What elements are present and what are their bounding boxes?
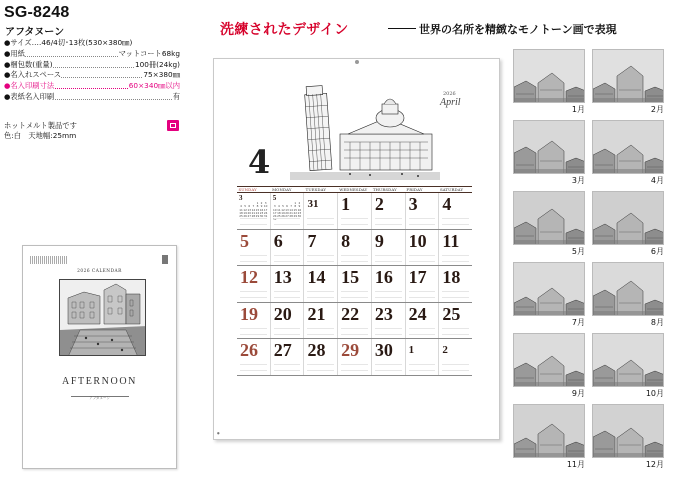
mini-calendar-day: 31 bbox=[263, 214, 268, 219]
day-cell bbox=[406, 303, 440, 339]
headline-dash bbox=[388, 28, 416, 29]
mini-calendar-day: 8 bbox=[256, 204, 259, 209]
spec-label: ●サイズ‥‥46/4切･13枚(530×380㎜) bbox=[4, 38, 133, 47]
day-number: 2 bbox=[374, 194, 384, 214]
day-cell bbox=[237, 266, 271, 302]
month-thumbnail bbox=[513, 120, 585, 174]
weekday-friday: FRIDAY bbox=[406, 187, 423, 192]
mini-calendar-day: 7 bbox=[290, 204, 293, 209]
day-cell bbox=[237, 230, 271, 266]
day-number: 1 bbox=[408, 344, 415, 357]
mini-calendar-day: 6 bbox=[248, 204, 251, 209]
mini-calendar-day: 27 bbox=[285, 214, 289, 219]
mini-calendar-day: 8 bbox=[294, 204, 297, 209]
day-number: 20 bbox=[273, 303, 292, 324]
publisher-logo bbox=[30, 256, 68, 264]
day-cell bbox=[271, 230, 305, 266]
month-thumbnail bbox=[513, 191, 585, 245]
month-thumbnail bbox=[592, 49, 664, 103]
day-cell bbox=[271, 339, 305, 375]
day-number: 21 bbox=[307, 303, 326, 324]
spec-label: ●表紙名入印刷 bbox=[4, 91, 55, 101]
day-cell bbox=[338, 303, 372, 339]
name-print-icon bbox=[167, 120, 179, 131]
month-thumbnail bbox=[513, 49, 585, 103]
mini-calendar-day: 13 bbox=[247, 207, 252, 212]
day-number: 14 bbox=[307, 267, 326, 288]
month-thumbnail bbox=[592, 191, 664, 245]
day-cell bbox=[271, 266, 305, 302]
weekday-thursday: THURSDAY bbox=[372, 187, 397, 192]
day-cell bbox=[372, 193, 406, 229]
spec-value: 有 bbox=[172, 91, 180, 101]
mini-calendar-day: 20 bbox=[247, 210, 252, 215]
day-number: 19 bbox=[240, 303, 258, 324]
mini-calendar-day: 7 bbox=[252, 204, 255, 209]
day-number: 12 bbox=[240, 267, 258, 288]
mini-calendar-day: 26 bbox=[243, 214, 247, 219]
day-number: 18 bbox=[442, 267, 461, 288]
mini-calendar-day: 18 bbox=[277, 210, 281, 215]
mini-calendar-day: 3 bbox=[264, 201, 267, 205]
mini-calendar-day: 26 bbox=[281, 214, 285, 219]
mini-calendar-day: 22 bbox=[293, 210, 298, 215]
month-thumbnail bbox=[592, 333, 664, 387]
mini-calendar-day: 31 bbox=[272, 217, 277, 222]
day-cell bbox=[372, 303, 406, 339]
mini-calendar-title: 5 bbox=[272, 194, 277, 202]
day-cell bbox=[237, 193, 271, 229]
day-cell bbox=[372, 339, 406, 375]
month-thumbnail bbox=[592, 262, 664, 316]
day-cell bbox=[439, 339, 472, 375]
spec-value: 75×380㎜ bbox=[143, 70, 180, 80]
day-cell bbox=[406, 266, 440, 302]
mini-calendar-prev bbox=[239, 195, 268, 218]
mini-calendar-day: 5 bbox=[244, 204, 247, 209]
mini-calendar-day: 3 bbox=[273, 204, 276, 209]
cover-title: AFTERNOON bbox=[62, 376, 137, 387]
day-number: 2 bbox=[442, 344, 448, 357]
day-cell bbox=[406, 230, 440, 266]
spec-name-space bbox=[4, 70, 180, 81]
thumbnail-month-label: 4月 bbox=[650, 176, 664, 185]
mini-calendar-day: 25 bbox=[277, 214, 281, 219]
product-notes bbox=[4, 121, 77, 141]
day-cell bbox=[338, 339, 372, 375]
mini-calendar-day: 4 bbox=[277, 204, 280, 209]
mini-calendar-day: 24 bbox=[272, 214, 277, 219]
day-number: 28 bbox=[307, 340, 326, 361]
thumbnail-month-label: 9月 bbox=[571, 389, 585, 398]
month-thumbnail bbox=[592, 404, 664, 458]
calendar-week bbox=[237, 339, 472, 376]
mini-calendar-day: 15 bbox=[293, 207, 298, 212]
mini-calendar-day: 10 bbox=[272, 207, 277, 212]
spec-label: ●名入れスペース bbox=[4, 70, 62, 80]
mini-calendar-day: 1 bbox=[256, 201, 259, 205]
mini-calendar-day: 19 bbox=[243, 210, 247, 215]
mini-calendar-title: 3 bbox=[239, 194, 243, 202]
day-number: 5 bbox=[240, 230, 249, 251]
calendar-week bbox=[237, 193, 472, 230]
day-number: 6 bbox=[273, 230, 283, 251]
day-cell bbox=[439, 230, 472, 266]
mini-calendar-day: 12 bbox=[281, 207, 285, 212]
day-cell bbox=[304, 303, 338, 339]
product-name: アフタヌーン bbox=[5, 27, 65, 38]
mini-calendar-day: 17 bbox=[263, 207, 268, 212]
mini-calendar-day: 30 bbox=[259, 214, 264, 219]
spec-packing bbox=[4, 60, 180, 71]
calendar-week bbox=[237, 266, 472, 303]
publisher-mark bbox=[162, 255, 168, 264]
day-number: 31 bbox=[307, 198, 319, 210]
month-thumbnail bbox=[513, 404, 585, 458]
thumbnail-month-label: 3月 bbox=[571, 176, 585, 185]
spec-value: マットコート68kg bbox=[118, 48, 180, 58]
mini-calendar-day: 9 bbox=[260, 204, 263, 209]
day-number: 4 bbox=[442, 194, 452, 214]
spec-paper bbox=[4, 49, 180, 60]
mini-calendar-day: 27 bbox=[247, 214, 252, 219]
mini-calendar-day: 11 bbox=[277, 207, 281, 212]
mini-calendar-day: 21 bbox=[289, 210, 293, 215]
day-number: 3 bbox=[408, 194, 418, 214]
mini-calendar-day: 15 bbox=[255, 207, 260, 212]
thumbnail-month-label: 10月 bbox=[645, 389, 664, 398]
month-thumbnail bbox=[592, 120, 664, 174]
mini-calendar-day: 30 bbox=[297, 214, 302, 219]
cover-subtitle: アフタヌーン bbox=[89, 396, 110, 400]
spec-value: 60×340㎜以内 bbox=[128, 81, 180, 91]
day-cell bbox=[237, 303, 271, 339]
spec-label: ●名入印刷寸法 bbox=[4, 81, 55, 91]
page-index: ● bbox=[217, 431, 220, 435]
day-number: 17 bbox=[408, 267, 427, 288]
day-number: 30 bbox=[374, 340, 393, 361]
mini-calendar-day: 16 bbox=[259, 207, 264, 212]
day-cell bbox=[338, 266, 372, 302]
spec-value: 100冊(24kg) bbox=[134, 59, 180, 69]
spec-size bbox=[4, 38, 180, 49]
month-name: April bbox=[440, 97, 461, 108]
day-number: 24 bbox=[408, 303, 427, 324]
landmark-illustration bbox=[290, 82, 440, 180]
day-number: 10 bbox=[408, 230, 427, 251]
mini-calendar-day: 5 bbox=[282, 204, 284, 209]
thumbnail-month-label: 2月 bbox=[650, 105, 664, 114]
thumbnail-month-label: 11月 bbox=[566, 460, 585, 469]
mini-calendar-day: 19 bbox=[281, 210, 285, 215]
note-line: 色:白 天地幅:25mm bbox=[4, 131, 77, 140]
calendar-year: 2026 bbox=[443, 91, 456, 97]
mini-calendar-day: 2 bbox=[298, 201, 301, 205]
day-cell bbox=[338, 193, 372, 229]
calendar-grid bbox=[237, 186, 472, 376]
calendar-week bbox=[237, 230, 472, 267]
day-number: 16 bbox=[374, 267, 393, 288]
day-number: 7 bbox=[307, 230, 317, 251]
spec-label: ●用紙 bbox=[4, 48, 25, 58]
mini-calendar-day: 9 bbox=[298, 204, 301, 209]
weekday-wednesday: WEDNESDAY bbox=[339, 187, 368, 192]
day-cell bbox=[304, 193, 338, 229]
headline-main: 洗練されたデザイン bbox=[220, 22, 349, 38]
mini-calendar-day: 14 bbox=[289, 207, 293, 212]
mini-calendar-day: 13 bbox=[285, 207, 289, 212]
mini-calendar-day: 25 bbox=[239, 214, 243, 219]
mini-calendar-day: 14 bbox=[251, 207, 256, 212]
day-number: 8 bbox=[341, 230, 351, 251]
day-cell bbox=[439, 193, 472, 229]
mini-calendar-day: 28 bbox=[251, 214, 256, 219]
mini-calendar-day: 22 bbox=[255, 210, 260, 215]
mini-calendar-day: 23 bbox=[297, 210, 302, 215]
spec-print-size bbox=[4, 81, 180, 92]
weekday-sunday: SUNDAY bbox=[238, 187, 257, 192]
day-number: 15 bbox=[341, 267, 360, 288]
weekday-saturday: SATURDAY bbox=[439, 187, 464, 192]
mini-calendar-day: 11 bbox=[239, 207, 243, 212]
note-line: ホットメルト製品です bbox=[4, 121, 77, 130]
calendar-cover bbox=[22, 245, 177, 469]
mini-calendar-day: 10 bbox=[263, 204, 268, 209]
day-number: 29 bbox=[341, 340, 360, 361]
weekday-header bbox=[237, 186, 472, 193]
thumbnail-month-label: 6月 bbox=[650, 247, 664, 256]
day-cell bbox=[304, 339, 338, 375]
month-thumbnail bbox=[513, 333, 585, 387]
hanger-hole bbox=[355, 60, 359, 64]
mini-calendar-day: 29 bbox=[293, 214, 298, 219]
mini-calendar-day: 4 bbox=[240, 204, 242, 209]
mini-calendar-day: 17 bbox=[272, 210, 277, 215]
mini-calendar-day: 20 bbox=[285, 210, 289, 215]
mini-calendar-day: 24 bbox=[263, 210, 268, 215]
headline-sub: 世界の名所を精緻なモノトーン画で表現 bbox=[419, 23, 617, 36]
thumbnail-month-label: 5月 bbox=[571, 247, 585, 256]
day-cell bbox=[271, 303, 305, 339]
day-number: 26 bbox=[240, 340, 258, 361]
mini-calendar-day: 18 bbox=[239, 210, 243, 215]
mini-calendar-day: 1 bbox=[294, 201, 297, 205]
weekday-tuesday: TUESDAY bbox=[305, 187, 327, 192]
day-cell bbox=[372, 230, 406, 266]
month-number: 4 bbox=[248, 143, 271, 181]
thumbnail-month-label: 1月 bbox=[571, 105, 585, 114]
calendar-week bbox=[237, 303, 472, 340]
month-thumbnail bbox=[513, 262, 585, 316]
day-cell bbox=[406, 193, 440, 229]
day-cell bbox=[237, 339, 271, 375]
mini-calendar-day: 21 bbox=[251, 210, 256, 215]
day-cell bbox=[304, 230, 338, 266]
day-number: 1 bbox=[341, 194, 351, 214]
spec-label: ●梱包数(重量) bbox=[4, 59, 53, 69]
mini-calendar-day: 12 bbox=[243, 207, 247, 212]
mini-calendar-day: 16 bbox=[297, 207, 302, 212]
thumbnail-month-label: 8月 bbox=[650, 318, 664, 327]
day-number: 23 bbox=[374, 303, 393, 324]
day-cell bbox=[439, 266, 472, 302]
cover-calendar-label: 2026 CALENDAR bbox=[77, 269, 122, 274]
day-cell bbox=[406, 339, 440, 375]
mini-calendar-day: 2 bbox=[260, 201, 263, 205]
thumbnail-month-label: 12月 bbox=[645, 460, 664, 469]
calendar-weeks bbox=[237, 193, 472, 376]
mini-calendar-day: 6 bbox=[286, 204, 288, 209]
day-number: 27 bbox=[273, 340, 292, 361]
day-cell bbox=[271, 193, 305, 229]
day-number: 25 bbox=[442, 303, 461, 324]
mini-calendar-day: 28 bbox=[289, 214, 293, 219]
day-cell bbox=[372, 266, 406, 302]
cover-illustration bbox=[59, 279, 146, 356]
day-cell bbox=[338, 230, 372, 266]
day-number: 22 bbox=[341, 303, 360, 324]
day-number: 9 bbox=[374, 230, 384, 251]
day-cell bbox=[439, 303, 472, 339]
day-number: 13 bbox=[273, 267, 292, 288]
day-cell bbox=[304, 266, 338, 302]
spec-cover-print bbox=[4, 92, 180, 103]
thumbnail-month-label: 7月 bbox=[571, 318, 585, 327]
mini-calendar-day: 29 bbox=[255, 214, 260, 219]
day-number: 11 bbox=[442, 230, 460, 251]
product-code: SG-8248 bbox=[4, 4, 70, 21]
weekday-monday: MONDAY bbox=[272, 187, 292, 192]
mini-calendar-day: 23 bbox=[259, 210, 264, 215]
spec-list bbox=[4, 38, 180, 103]
